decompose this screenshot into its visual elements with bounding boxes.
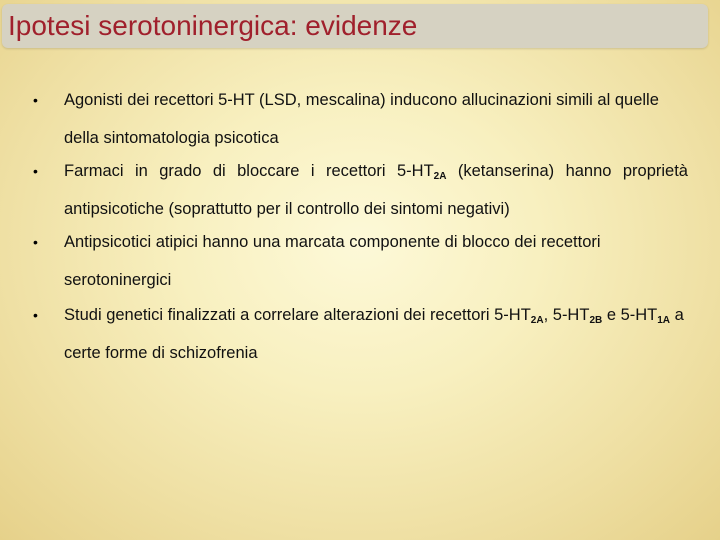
bullet-text-3: Antipsicotici atipici hanno una marcata componente di blocco dei recettori serotoninergici	[64, 233, 601, 289]
bullet-4-subscript-3: 1A	[657, 315, 671, 326]
bullet-4-text-a: Studi genetici finalizzati a correlare alterazioni dei recettori 5-HT	[64, 306, 531, 324]
bullet-2-text-a: Farmaci in grado di bloccare i recettori 5-HT	[64, 162, 434, 180]
slide-title: Ipotesi serotoninergica: evidenze	[8, 10, 418, 41]
bullet-4-subscript-1: 2A	[530, 315, 544, 326]
bullet-4-text-c: e 5-HT	[602, 306, 658, 324]
bullet-text-2	[64, 152, 688, 228]
bullet-dot-icon: •	[33, 234, 38, 250]
bullet-4-text-d: a certe forme di schizofrenia	[64, 306, 684, 362]
bullet-dot-icon: •	[33, 163, 38, 179]
bullet-4-text-b: , 5-HT	[543, 306, 590, 324]
bullet-dot-icon: •	[33, 307, 38, 323]
bullet-2-text-b: (ketanserina) hanno proprietà antipsicotiche (soprattutto per il controllo dei sintomi negativi)	[64, 162, 688, 218]
bullet-4-subscript-2: 2B	[589, 315, 603, 326]
bullet-2-subscript-1: 2A	[433, 171, 447, 182]
bullet-text-1: Agonisti dei recettori 5-HT (LSD, mescalina) inducono allucinazioni simili al quelle della sintomatologia psicotica	[64, 91, 659, 147]
bullet-text-4	[64, 296, 688, 372]
bullet-dot-icon: •	[33, 92, 38, 108]
